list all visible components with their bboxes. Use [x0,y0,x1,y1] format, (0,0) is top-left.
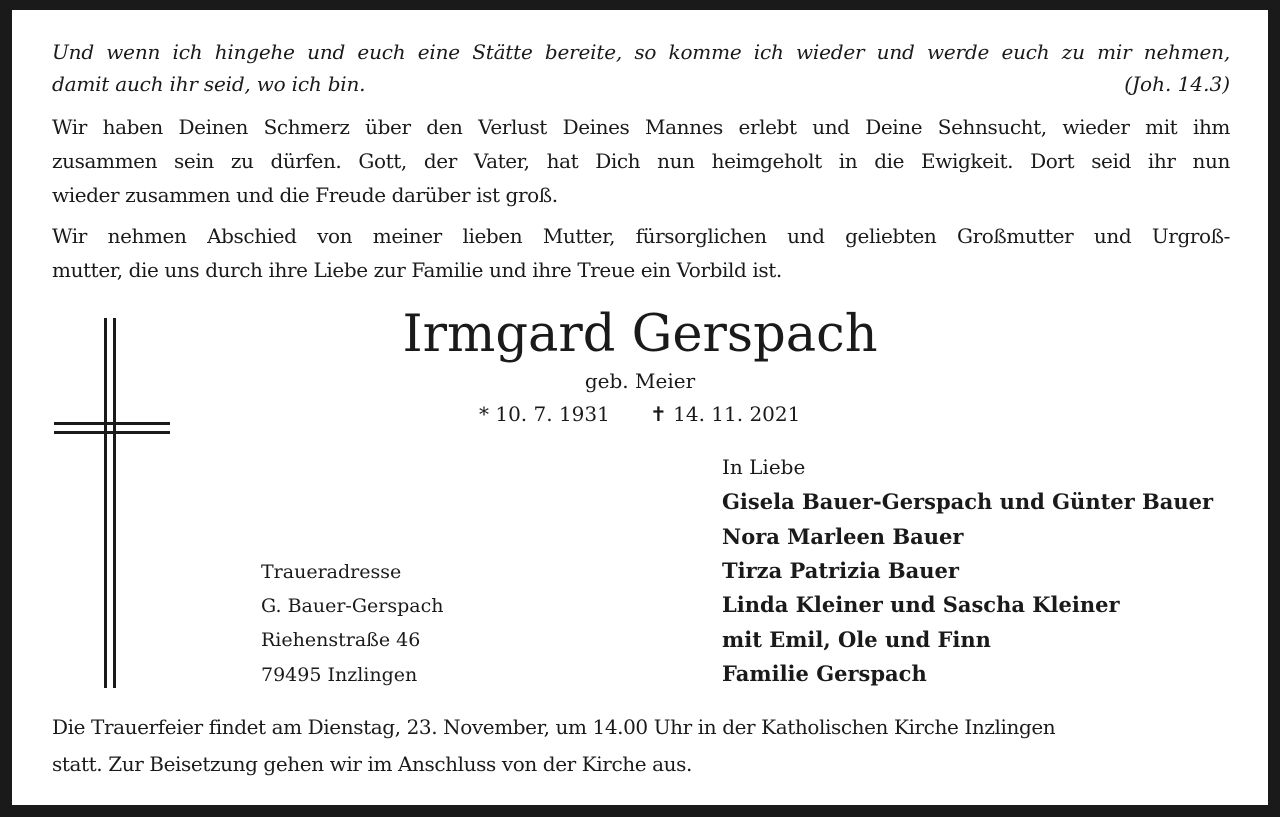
funeral-line-2: statt. Zur Beisetzung gehen wir im Anschluss von der Kirche aus. [52,752,692,776]
mourner-name: Linda Kleiner und Sascha Kleiner [722,592,1120,617]
condolence-line-3: wieder zusammen und die Freude darüber ist groß. [52,183,558,207]
farewell-line-1: Wir nehmen Abschied von meiner lieben Mutter, fürsorglichen und geliebten Großmutter und Urgroß- [52,224,1230,248]
birth-name: geb. Meier [584,369,696,393]
deceased-name: Irmgard Gerspach [402,305,878,364]
birth-date: * 10. 7. 1931 [479,402,610,426]
farewell-line-2: mutter, die uns durch ihre Liebe zur Familie und ihre Treue ein Vorbild ist. [52,258,782,282]
mourner-name: Gisela Bauer-Gerspach und Günter Bauer [722,489,1214,514]
bible-quote-line-1: Und wenn ich hingehe und euch eine Stätte bereite, so komme ich wieder und werde euch zu mir nehmen, [52,40,1230,64]
address-name: G. Bauer-Gerspach [261,595,444,617]
condolence-line-2: zusammen sein zu dürfen. Gott, der Vater, hat Dich nun heimgeholt in die Ewigkeit. Dort seid ihr nun [52,149,1230,173]
mourner-name: Familie Gerspach [722,661,927,686]
address-city: 79495 Inzlingen [261,664,418,686]
address-heading: Traueradresse [261,561,402,583]
mourner-name: Nora Marleen Bauer [722,524,964,549]
mourners-intro: In Liebe [722,455,806,479]
mourner-name: Tirza Patrizia Bauer [722,558,959,583]
obituary-notice [12,10,1268,805]
mourner-name: mit Emil, Ole und Finn [722,627,991,652]
condolence-line-1: Wir haben Deinen Schmerz über den Verlust Deines Mannes erlebt und Deine Sehnsucht, wieder mit ihm [52,115,1230,139]
bible-quote-line-2: damit auch ihr seid, wo ich bin. [52,72,366,96]
funeral-line-1: Die Trauerfeier findet am Dienstag, 23. November, um 14.00 Uhr in der Katholischen Kirche Inzlingen [52,715,1056,739]
bible-quote-reference: (Joh. 14.3) [1124,72,1230,96]
address-street: Riehenstraße 46 [261,629,421,651]
death-date: ✝ 14. 11. 2021 [650,402,801,426]
